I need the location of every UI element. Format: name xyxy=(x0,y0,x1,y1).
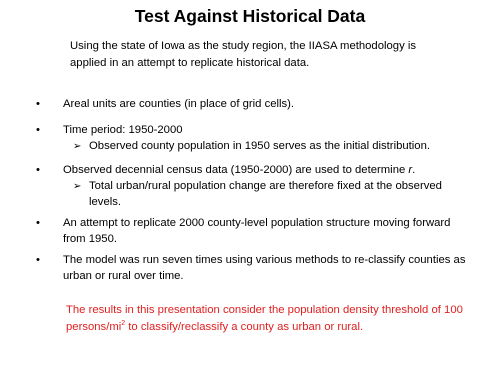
intro-paragraph: Using the state of Iowa as the study region, the IIASA methodology is applied in an attempt to replicate historical data. xyxy=(70,40,417,69)
bullet-dot: • xyxy=(36,217,40,229)
arrow-bullet-icon: ➢ xyxy=(73,141,82,152)
bullet-dot: • xyxy=(36,98,40,110)
bullet-dot: • xyxy=(36,254,40,266)
bullet-text-main: Observed decennial census data (1950-2000) are used to determine xyxy=(63,164,409,176)
threshold-note xyxy=(66,302,466,336)
bullet-text xyxy=(63,163,473,179)
subbullet-text: Observed county population in 1950 serves as the initial distribution. xyxy=(89,140,430,152)
note-text-end: to classify/reclassify a county as urban or rural. xyxy=(125,321,364,333)
bullet-dot: • xyxy=(36,164,40,176)
bullet-text: Time period: 1950-2000 xyxy=(63,124,183,136)
bullet-text: Areal units are counties (in place of grid cells). xyxy=(63,98,295,110)
note-superscript: 2 xyxy=(121,320,126,328)
bullet-text: The model was run seven times using various methods to re-classify counties as urban or rural over time. xyxy=(63,254,466,282)
subbullet-text: Total urban/rural population change are therefore fixed at the observed levels. xyxy=(89,180,442,208)
arrow-bullet-icon: ➢ xyxy=(73,181,82,192)
variable-r: r xyxy=(408,164,413,176)
bullet-text: An attempt to replicate 2000 county-level population structure moving forward from 1950. xyxy=(63,217,451,245)
bullet-dot: • xyxy=(36,124,40,136)
note-text: The results in this presentation consider the population density threshold of 100 persons/mi xyxy=(66,304,463,333)
slide-title: Test Against Historical Data xyxy=(134,6,366,26)
bullet-text-end: . xyxy=(412,164,416,176)
